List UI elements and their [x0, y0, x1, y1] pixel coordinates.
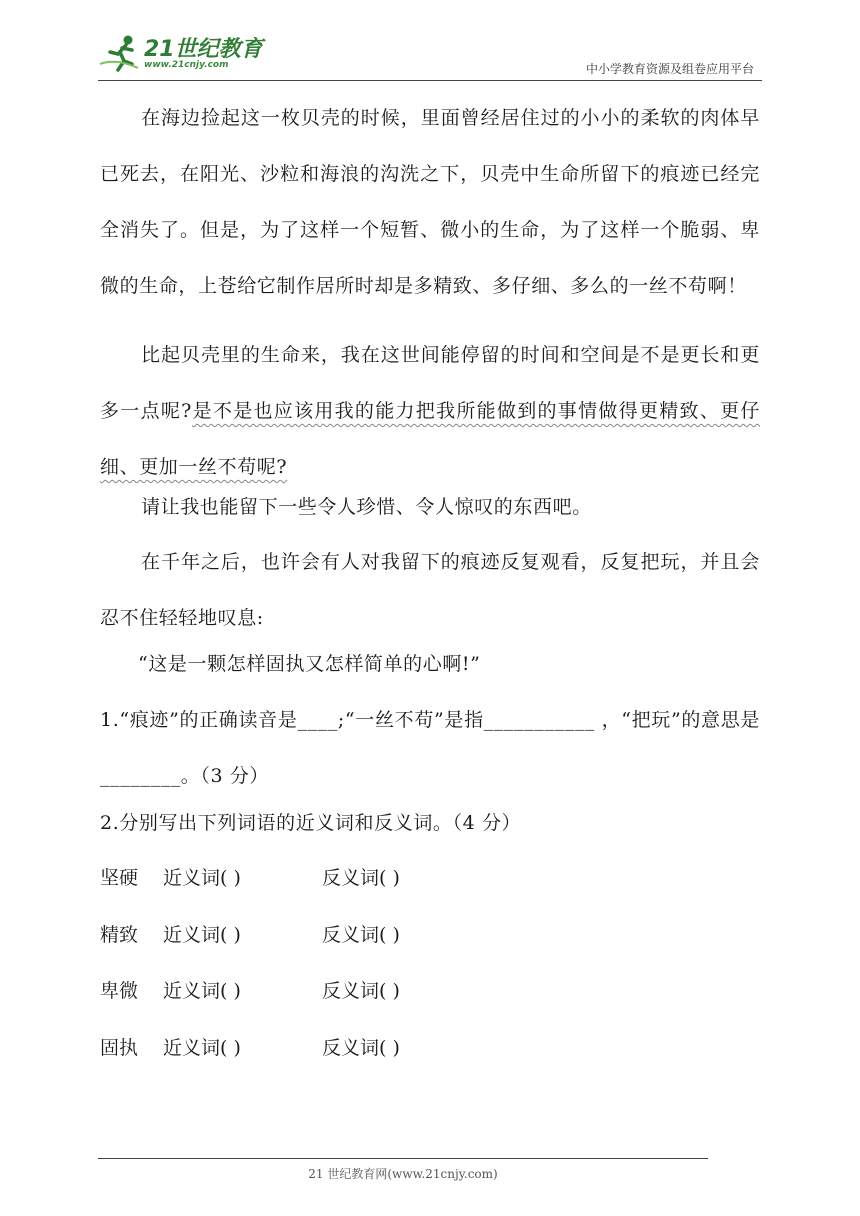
antonym-blank: 反义词( )	[322, 924, 400, 946]
site-logo[interactable]	[98, 30, 268, 76]
passage-paragraph-4: 在千年之后，也许会有人对我留下的痕迹反复观看，反复把玩，并且会忍不住轻轻地叹息:	[100, 551, 760, 629]
passage-paragraph-1: 在海边捡起这一枚贝壳的时候，里面曾经居住过的小小的柔软的肉体早已死去，在阳光、沙粒和海浪的沟洗之下，贝壳中生命所留下的痕迹已经完全消失了。但是，为了这样一个短暂、微小的生命，为了这样一个脆弱、卑微的生命，上苍给它制作居所时却是多精致、多仔细、多么的一丝不苟啊！	[100, 107, 760, 297]
word-term: 卑微	[100, 980, 139, 1002]
synonym-blank: 近义词( )	[163, 1037, 241, 1059]
antonym-blank: 反义词( )	[322, 1037, 400, 1059]
question-1: 1.“痕迹”的正确读音是____;“一丝不苟”是指___________ ，“把玩”的意思是________。（3 分）	[100, 709, 760, 787]
word-term: 精致	[100, 924, 139, 946]
logo-wordmark: 21世纪教育	[144, 37, 263, 62]
platform-tagline: 中小学教育资源及组卷应用平台	[585, 62, 754, 76]
runner-logo-icon	[98, 34, 142, 72]
passage-paragraph-2-underlined: 是不是也应该用我的能力把我所能做到的事情做得更精致、更仔细、更加一丝不苟呢?	[100, 400, 760, 478]
footer-divider	[98, 1158, 708, 1159]
word-term: 坚硬	[100, 867, 139, 889]
antonym-blank: 反义词( )	[322, 980, 400, 1002]
antonym-blank: 反义词( )	[322, 867, 400, 889]
synonym-blank: 近义词( )	[163, 867, 241, 889]
passage-paragraph-2	[100, 327, 760, 495]
synonym-blank: 近义词( )	[163, 924, 241, 946]
passage-paragraph-2-text: 比起贝壳里的生命来，我在这世间能停留的时间和空间是不是更长和更多一点呢?	[100, 344, 760, 422]
passage-quote: “这是一颗怎样固执又怎样简单的心啊!”	[138, 653, 481, 675]
header-divider	[98, 80, 762, 81]
logo-url: www.21cnjy.com	[144, 60, 229, 70]
question-2: 2.分别写出下列词语的近义词和反义词。（4 分）	[100, 812, 522, 834]
passage-paragraph-3: 请让我也能留下一些令人珍惜、令人惊叹的东西吧。	[141, 496, 592, 518]
footer-text[interactable]: 21 世纪教育网(www.21cnjy.com)	[308, 1167, 498, 1181]
synonym-blank: 近义词( )	[163, 980, 241, 1002]
page-header	[98, 30, 760, 78]
word-term: 固执	[100, 1037, 139, 1059]
